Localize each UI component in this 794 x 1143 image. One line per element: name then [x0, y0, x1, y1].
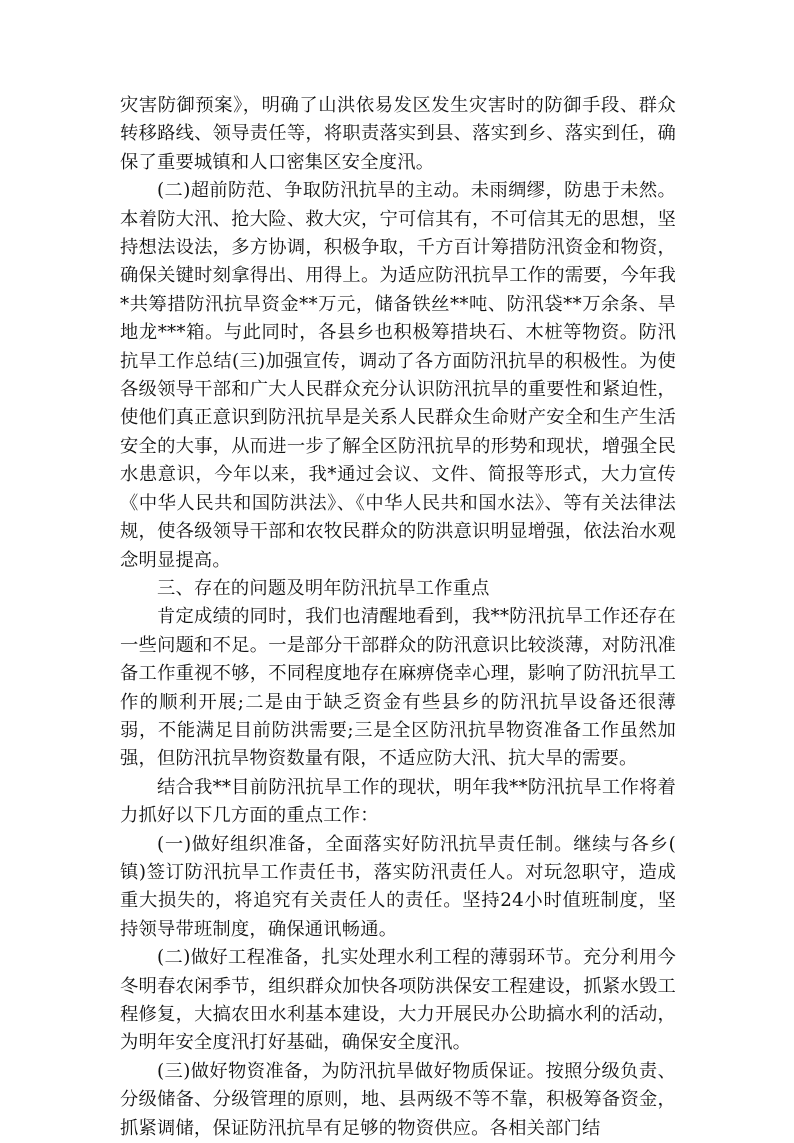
paragraph-problems: 肯定成绩的同时，我们也清醒地看到，我**防汛抗旱工作还存在一些问题和不足。一是部分干部群众的防汛意识比较淡薄，对防汛准备工作重视不够，不同程度地存在麻痹侥幸心理，影响了防汛抗旱工作的顺利开展;二是由于缺乏资金有些县乡的防汛抗旱设备还很薄弱，不能满足目前防洪需要;三是全区防汛抗旱物资准备工作虽然加强，但防汛抗旱物资数量有限，不适应防大汛、抗大旱的需要。 — [120, 606, 676, 770]
paragraph-next-year-intro: 结合我**目前防汛抗旱工作的现状，明年我**防汛抗旱工作将着力抓好以下几方面的重点工作： — [120, 776, 676, 827]
paragraph-engineering: (二)做好工程准备，扎实处理水利工程的薄弱环节。充分利用今冬明春农闲季节，组织群众加快各项防洪保安工程建设，抓紧水毁工程修复，大搞农田水利基本建设，大力开展民办公助搞水利的活动，为明年安全度汛打好基础，确保安全度汛。 — [120, 947, 676, 1054]
section-heading-problems: 三、存在的问题及明年防汛抗旱工作重点 — [157, 577, 490, 599]
document-page — [120, 92, 676, 1143]
paragraph-materials: (三)做好物资准备，为防汛抗旱做好物质保证。按照分级负责、分级储备、分级管理的原则，地、县两级不等不靠，积极筹备资金，抓紧调储，保证防汛抗旱有足够的物资供应。各相关部门结 — [120, 1060, 676, 1139]
paragraph-organization: (一)做好组织准备，全面落实好防汛抗旱责任制。继续与各乡( 镇)签订防汛抗旱工作责任书，落实防汛责任人。对玩忽职守，造成重大损失的，将追究有关责任人的责任。坚持24小时值班制度，坚持领导带班制度，确保通讯畅通。 — [120, 833, 676, 940]
paragraph-prevention: (二)超前防范、争取防汛抗旱的主动。未雨绸缪，防患于未然。本着防大汛、抢大险、救大灾，宁可信其有，不可信其无的思想，坚持想法设法，多方协调，积极争取，千方百计筹措防汛资金和物资，确保关键时刻拿得出、用得上。为适应防汛抗旱工作的需要，今年我*共筹措防汛抗旱资金**万元，储备铁丝**吨、防汛袋**万余条、旱地龙***箱。与此同时，各县乡也积极筹措块石、木桩等物资。防汛抗旱工作总结(三)加强宣传，调动了各方面防汛抗旱的积极性。为使各级领导干部和广大人民群众充分认识防汛抗旱的重要性和紧迫性，使他们真正意识到防汛抗旱是关系人民群众生命财产安全和生产生活安全的大事，从而进一步了解全区防汛抗旱的形势和现状，增强全民水患意识，今年以来，我*通过会议、文件、简报等形式，大力宣传《中华人民共和国防洪法》、《中华人民共和国水法》、等有关法律法规，使各级领导干部和农牧民群众的防洪意识明显增强，依法治水观念明显提高。 — [120, 180, 676, 571]
paragraph-disaster-plan: 灾害防御预案》，明确了山洪依易发区发生灾害时的防御手段、群众转移路线、领导责任等，将职责落实到县、落实到乡、落实到任，确保了重要城镇和人口密集区安全度汛。 — [120, 95, 676, 173]
